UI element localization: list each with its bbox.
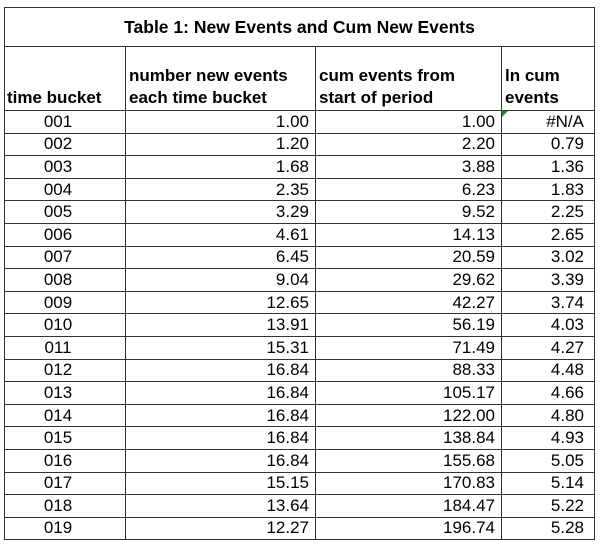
ln-cum-events-cell[interactable] bbox=[502, 178, 595, 201]
ln-cum-events-cell[interactable] bbox=[502, 449, 595, 472]
cell-value: 4.66 bbox=[550, 382, 584, 402]
table-row bbox=[5, 246, 595, 269]
cum-events-cell[interactable] bbox=[316, 223, 502, 246]
time-bucket-cell[interactable] bbox=[5, 427, 126, 450]
cell-value: 16.84 bbox=[266, 450, 309, 470]
time-bucket-cell[interactable] bbox=[5, 133, 126, 156]
events-table bbox=[4, 7, 595, 540]
header-ln-cum-events: ln cum events bbox=[502, 47, 595, 111]
cell-value: 015 bbox=[43, 428, 73, 448]
cell-value: 007 bbox=[43, 247, 73, 267]
table-row bbox=[5, 133, 595, 156]
cell-value: 16.84 bbox=[266, 428, 309, 448]
cum-events-cell[interactable] bbox=[316, 427, 502, 450]
time-bucket-cell[interactable] bbox=[5, 201, 126, 224]
cell-value: 15.31 bbox=[266, 337, 309, 357]
cell-value: 0.79 bbox=[550, 134, 584, 154]
ln-cum-events-cell[interactable] bbox=[502, 517, 595, 540]
cell-value: 4.80 bbox=[550, 405, 584, 425]
table-row bbox=[5, 223, 595, 246]
ln-cum-events-cell[interactable] bbox=[502, 404, 595, 427]
cell-value: 1.00 bbox=[461, 111, 495, 131]
header-cum-events: cum events from start of period bbox=[316, 47, 502, 111]
time-bucket-cell[interactable] bbox=[5, 495, 126, 518]
header-time-bucket: time bucket bbox=[5, 47, 126, 111]
cell-value: 6.23 bbox=[461, 179, 495, 199]
table-row bbox=[5, 517, 595, 540]
cum-events-cell[interactable] bbox=[316, 111, 502, 134]
cell-value: 008 bbox=[43, 269, 73, 289]
cell-value: 005 bbox=[43, 202, 73, 222]
table-row bbox=[5, 201, 595, 224]
cell-value: 1.20 bbox=[275, 134, 309, 154]
cell-value: 16.84 bbox=[266, 405, 309, 425]
cell-value: 3.88 bbox=[461, 156, 495, 176]
cum-events-cell[interactable] bbox=[316, 517, 502, 540]
cell-value: 138.84 bbox=[443, 428, 495, 448]
cum-events-cell[interactable] bbox=[316, 472, 502, 495]
error-indicator-icon bbox=[502, 111, 508, 117]
cell-value: 5.28 bbox=[550, 518, 584, 538]
time-bucket-cell[interactable] bbox=[5, 223, 126, 246]
new-events-cell[interactable] bbox=[126, 314, 316, 337]
time-bucket-cell[interactable] bbox=[5, 178, 126, 201]
cell-value: 5.22 bbox=[550, 495, 584, 515]
cell-value: 1.68 bbox=[275, 156, 309, 176]
time-bucket-cell[interactable] bbox=[5, 246, 126, 269]
time-bucket-cell[interactable] bbox=[5, 291, 126, 314]
ln-cum-events-cell[interactable] bbox=[502, 291, 595, 314]
new-events-cell[interactable] bbox=[126, 472, 316, 495]
cell-value: 018 bbox=[43, 495, 73, 515]
new-events-cell[interactable] bbox=[126, 359, 316, 382]
new-events-cell[interactable] bbox=[126, 449, 316, 472]
table-row bbox=[5, 382, 595, 405]
ln-cum-events-cell[interactable] bbox=[502, 111, 595, 134]
cum-events-cell[interactable] bbox=[316, 404, 502, 427]
cell-value: 3.29 bbox=[275, 202, 309, 222]
cell-value: 4.27 bbox=[550, 337, 584, 357]
cell-value: 5.05 bbox=[550, 450, 584, 470]
cell-value: 4.03 bbox=[550, 315, 584, 335]
cell-value: 42.27 bbox=[452, 292, 495, 312]
time-bucket-cell[interactable] bbox=[5, 382, 126, 405]
cum-events-cell[interactable] bbox=[316, 178, 502, 201]
cell-value: 010 bbox=[43, 315, 73, 335]
new-events-cell[interactable] bbox=[126, 223, 316, 246]
header-new-events: number new events each time bucket bbox=[126, 47, 316, 111]
time-bucket-cell[interactable] bbox=[5, 359, 126, 382]
cell-value: 2.25 bbox=[550, 202, 584, 222]
new-events-cell[interactable] bbox=[126, 495, 316, 518]
cum-events-cell[interactable] bbox=[316, 133, 502, 156]
new-events-cell[interactable] bbox=[126, 178, 316, 201]
time-bucket-cell[interactable] bbox=[5, 111, 126, 134]
cum-events-cell[interactable] bbox=[316, 382, 502, 405]
new-events-cell[interactable] bbox=[126, 201, 316, 224]
table-row bbox=[5, 291, 595, 314]
ln-cum-events-cell[interactable] bbox=[502, 336, 595, 359]
cell-value: 16.84 bbox=[266, 382, 309, 402]
ln-cum-events-cell[interactable] bbox=[502, 495, 595, 518]
cell-value: 1.36 bbox=[550, 156, 584, 176]
cell-value: 3.02 bbox=[550, 247, 584, 267]
cell-value: 12.65 bbox=[266, 292, 309, 312]
cell-value: 014 bbox=[43, 405, 73, 425]
cell-value: 29.62 bbox=[452, 269, 495, 289]
cell-value: 017 bbox=[43, 473, 73, 493]
table-row bbox=[5, 472, 595, 495]
cum-events-cell[interactable] bbox=[316, 359, 502, 382]
cell-value: 14.13 bbox=[452, 224, 495, 244]
cum-events-cell[interactable] bbox=[316, 156, 502, 179]
new-events-cell[interactable] bbox=[126, 111, 316, 134]
cell-value: 3.39 bbox=[550, 269, 584, 289]
table-row bbox=[5, 111, 595, 134]
cell-value: 019 bbox=[43, 518, 73, 538]
cell-value: 20.59 bbox=[452, 247, 495, 267]
table-row bbox=[5, 427, 595, 450]
cum-events-cell[interactable] bbox=[316, 314, 502, 337]
cell-value: 1.00 bbox=[275, 111, 309, 131]
cell-value: 006 bbox=[43, 224, 73, 244]
cell-value: 170.83 bbox=[443, 473, 495, 493]
cell-value: 4.48 bbox=[550, 360, 584, 380]
new-events-cell[interactable] bbox=[126, 156, 316, 179]
ln-cum-events-cell[interactable] bbox=[502, 382, 595, 405]
cell-value: 155.68 bbox=[443, 450, 495, 470]
ln-cum-events-cell[interactable] bbox=[502, 427, 595, 450]
ln-cum-events-cell[interactable] bbox=[502, 223, 595, 246]
cum-events-cell[interactable] bbox=[316, 291, 502, 314]
cell-value: 001 bbox=[43, 111, 73, 131]
cum-events-cell[interactable] bbox=[316, 336, 502, 359]
table-row bbox=[5, 495, 595, 518]
cell-value: 5.14 bbox=[550, 473, 584, 493]
ln-cum-events-cell[interactable] bbox=[502, 472, 595, 495]
cell-value: 184.47 bbox=[443, 495, 495, 515]
ln-cum-events-cell[interactable] bbox=[502, 314, 595, 337]
new-events-cell[interactable] bbox=[126, 382, 316, 405]
ln-cum-events-cell[interactable] bbox=[502, 156, 595, 179]
cell-value: 12.27 bbox=[266, 518, 309, 538]
table-title: Table 1: New Events and Cum New Events bbox=[5, 8, 595, 47]
cell-value: 1.83 bbox=[550, 179, 584, 199]
cell-value: 15.15 bbox=[266, 473, 309, 493]
cell-value: 011 bbox=[44, 337, 72, 357]
cell-value: 016 bbox=[43, 450, 73, 470]
cell-value: 13.91 bbox=[266, 315, 309, 335]
new-events-cell[interactable] bbox=[126, 246, 316, 269]
cell-value: 13.64 bbox=[266, 495, 309, 515]
new-events-cell[interactable] bbox=[126, 517, 316, 540]
table-row bbox=[5, 404, 595, 427]
ln-cum-events-cell[interactable] bbox=[502, 133, 595, 156]
cell-value: 4.93 bbox=[550, 428, 584, 448]
new-events-cell[interactable] bbox=[126, 269, 316, 292]
cell-value: 9.04 bbox=[275, 269, 309, 289]
new-events-cell[interactable] bbox=[126, 291, 316, 314]
cell-value: 012 bbox=[43, 360, 73, 380]
time-bucket-cell[interactable] bbox=[5, 336, 126, 359]
cell-value: 6.45 bbox=[275, 247, 309, 267]
cell-value: 013 bbox=[43, 382, 73, 402]
table-row bbox=[5, 269, 595, 292]
table-row bbox=[5, 359, 595, 382]
cell-value: 004 bbox=[43, 179, 73, 199]
table-row bbox=[5, 449, 595, 472]
cell-value: 56.19 bbox=[452, 315, 495, 335]
cell-value: #N/A bbox=[546, 111, 584, 131]
new-events-cell[interactable] bbox=[126, 404, 316, 427]
time-bucket-cell[interactable] bbox=[5, 472, 126, 495]
time-bucket-cell[interactable] bbox=[5, 404, 126, 427]
new-events-cell[interactable] bbox=[126, 427, 316, 450]
cell-value: 16.84 bbox=[266, 360, 309, 380]
cell-value: 196.74 bbox=[443, 518, 495, 538]
table-row bbox=[5, 178, 595, 201]
cum-events-cell[interactable] bbox=[316, 449, 502, 472]
header-row bbox=[5, 47, 595, 111]
ln-cum-events-cell[interactable] bbox=[502, 201, 595, 224]
ln-cum-events-cell[interactable] bbox=[502, 269, 595, 292]
cell-value: 9.52 bbox=[461, 202, 495, 222]
cell-value: 003 bbox=[43, 156, 73, 176]
cell-value: 2.20 bbox=[461, 134, 495, 154]
table-row bbox=[5, 336, 595, 359]
cell-value: 122.00 bbox=[443, 405, 495, 425]
time-bucket-cell[interactable] bbox=[5, 449, 126, 472]
cum-events-cell[interactable] bbox=[316, 201, 502, 224]
new-events-cell[interactable] bbox=[126, 336, 316, 359]
time-bucket-cell[interactable] bbox=[5, 269, 126, 292]
cum-events-cell[interactable] bbox=[316, 495, 502, 518]
cell-value: 009 bbox=[43, 292, 73, 312]
cum-events-cell[interactable] bbox=[316, 246, 502, 269]
ln-cum-events-cell[interactable] bbox=[502, 359, 595, 382]
new-events-cell[interactable] bbox=[126, 133, 316, 156]
cell-value: 105.17 bbox=[443, 382, 495, 402]
time-bucket-cell[interactable] bbox=[5, 156, 126, 179]
cum-events-cell[interactable] bbox=[316, 269, 502, 292]
cell-value: 2.65 bbox=[550, 224, 584, 244]
time-bucket-cell[interactable] bbox=[5, 314, 126, 337]
table-row bbox=[5, 156, 595, 179]
table-row bbox=[5, 314, 595, 337]
cell-value: 3.74 bbox=[550, 292, 584, 312]
cell-value: 88.33 bbox=[452, 360, 495, 380]
time-bucket-cell[interactable] bbox=[5, 517, 126, 540]
cell-value: 002 bbox=[43, 134, 73, 154]
cell-value: 71.49 bbox=[452, 337, 495, 357]
cell-value: 4.61 bbox=[275, 224, 309, 244]
cell-value: 2.35 bbox=[275, 179, 309, 199]
ln-cum-events-cell[interactable] bbox=[502, 246, 595, 269]
